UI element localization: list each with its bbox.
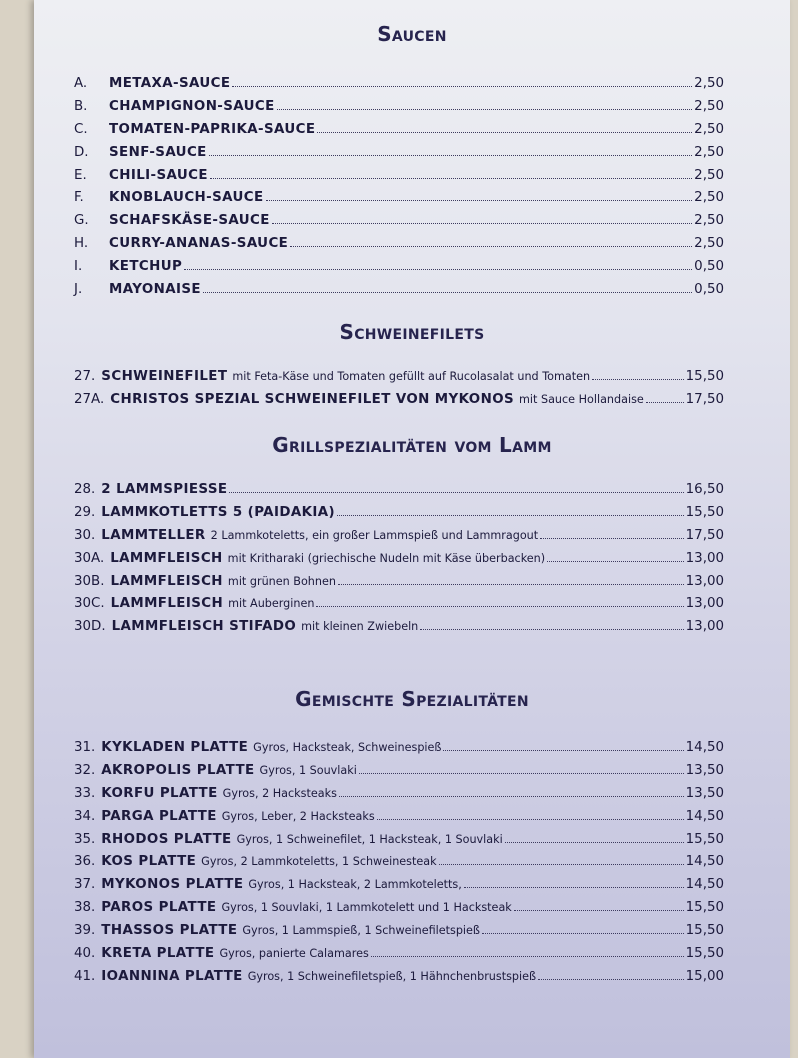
menu-item [74, 877, 724, 900]
menu-item-price: 14,50 [685, 854, 724, 870]
menu-item-name: KORFU PLATTE [101, 785, 218, 801]
menu-item-code: 37. [74, 877, 96, 893]
menu-item [74, 740, 724, 763]
menu-item-price: 13,00 [685, 596, 724, 612]
menu-item-name: SENF-SAUCE [109, 144, 207, 160]
menu-item-name: CHILI-SAUCE [109, 167, 208, 183]
dot-leader [439, 864, 684, 865]
menu-item [74, 574, 724, 597]
menu-item-name: RHODOS PLATTE [101, 831, 232, 847]
dot-leader [272, 223, 692, 224]
menu-item-code: 30D. [74, 619, 106, 635]
menu-item [74, 145, 724, 168]
menu-item-description: mit Feta-Käse und Tomaten gefüllt auf Rucolasalat und Tomaten [232, 370, 591, 383]
menu-item-price: 15,50 [685, 831, 724, 847]
section-title-pork: Schweinefilets [339, 320, 485, 344]
menu-item-name: LAMMTELLER [101, 527, 206, 543]
dot-leader [538, 979, 684, 980]
menu-item-description: mit Sauce Hollandaise [519, 392, 644, 406]
menu-item-description: Gyros, panierte Calamares [219, 947, 369, 961]
menu-page [34, 0, 790, 1058]
dot-leader [210, 178, 692, 179]
menu-item-name: CURRY-ANANAS-SAUCE [109, 236, 289, 252]
lamb-list [74, 482, 724, 642]
menu-item-name: LAMMFLEISCH STIFADO [111, 619, 297, 635]
menu-item [74, 596, 724, 619]
menu-item-name: CHAMPIGNON-SAUCE [109, 98, 275, 114]
menu-item-name: LAMMKOTLETTS 5 (PAIDAKIA) [101, 504, 336, 520]
dot-leader [184, 269, 692, 270]
dot-leader [547, 561, 684, 562]
dot-leader [203, 292, 692, 293]
menu-item-code: D. [74, 144, 89, 160]
menu-item-price: 14,50 [685, 808, 724, 824]
menu-item-name: KETCHUP [109, 259, 183, 275]
menu-item-price: 0,50 [694, 282, 724, 298]
menu-item-name: LAMMFLEISCH [110, 596, 224, 612]
menu-item-price: 16,50 [685, 482, 724, 497]
menu-item-price: 2,50 [694, 121, 724, 137]
dot-leader [266, 200, 693, 201]
sauces-list [74, 76, 724, 305]
menu-item [74, 528, 724, 551]
menu-item-price: 2,50 [694, 76, 724, 91]
menu-item-name: 2 LAMMSPIESSE [101, 482, 228, 497]
menu-item-code: C. [74, 121, 88, 137]
dot-leader [443, 750, 683, 751]
menu-item-description: Gyros, 1 Lammspieß, 1 Schweinefiletspieß [242, 924, 480, 938]
section-title-lamb: Grillspezialitäten vom Lamm [272, 433, 552, 457]
menu-item [74, 900, 724, 923]
menu-item-description: Gyros, 2 Hacksteaks [222, 786, 337, 800]
menu-item-price: 2,50 [694, 190, 724, 206]
menu-item-code: 27. [74, 369, 96, 384]
dot-leader [337, 515, 684, 516]
dot-leader [209, 155, 692, 156]
menu-item-price: 15,50 [685, 923, 724, 939]
dot-leader [316, 606, 683, 607]
menu-item-name: KRETA PLATTE [101, 946, 215, 962]
menu-item [74, 259, 724, 282]
menu-item-code: 30A. [74, 550, 105, 566]
menu-item-description: Gyros, Hacksteak, Schweinespieß [253, 741, 442, 754]
dot-leader [229, 492, 683, 493]
dot-leader [317, 132, 692, 133]
menu-item-description: mit Auberginen [228, 597, 315, 611]
menu-item [74, 482, 724, 505]
menu-item-code: A. [74, 76, 88, 91]
menu-item-code: F. [74, 190, 84, 206]
menu-item [74, 236, 724, 259]
menu-item-description: 2 Lammkoteletts, ein großer Lammspieß und Lammragout [210, 528, 539, 542]
menu-item-name: PAROS PLATTE [101, 900, 217, 916]
menu-item [74, 551, 724, 574]
menu-item-code: 33. [74, 785, 96, 801]
menu-item [74, 763, 724, 786]
dot-leader [339, 796, 684, 797]
menu-item-code: H. [74, 236, 89, 252]
menu-item [74, 832, 724, 855]
menu-item-price: 15,50 [685, 369, 724, 384]
dot-leader [420, 629, 683, 630]
menu-item-price: 17,50 [685, 391, 724, 407]
menu-item-code: B. [74, 98, 88, 114]
menu-item-code: 32. [74, 762, 96, 778]
dot-leader [592, 379, 684, 380]
menu-item-code: I. [74, 259, 83, 275]
menu-item-code: J. [74, 282, 83, 298]
menu-item-code: 27A. [74, 391, 105, 407]
menu-item [74, 969, 724, 992]
menu-item-price: 15,50 [685, 504, 724, 520]
dot-leader [482, 933, 684, 934]
dot-leader [646, 402, 684, 403]
menu-item [74, 946, 724, 969]
menu-item-code: 31. [74, 740, 96, 755]
menu-item-name: AKROPOLIS PLATTE [101, 762, 255, 778]
menu-item [74, 923, 724, 946]
menu-item-code: 30C. [74, 596, 105, 612]
menu-item-description: mit Kritharaki (griechische Nudeln mit Käse überbacken) [227, 551, 546, 565]
menu-item [74, 369, 724, 392]
menu-item-name: THASSOS PLATTE [101, 923, 238, 939]
menu-item-price: 17,50 [685, 527, 724, 543]
menu-item-code: 34. [74, 808, 96, 824]
menu-item-code: 30. [74, 527, 96, 543]
menu-item-code: G. [74, 213, 89, 229]
menu-item [74, 168, 724, 191]
menu-item-name: TOMATEN-PAPRIKA-SAUCE [109, 121, 316, 137]
menu-item [74, 505, 724, 528]
menu-item-price: 13,00 [685, 619, 724, 635]
menu-item-code: 28. [74, 482, 96, 497]
menu-item [74, 213, 724, 236]
menu-item-price: 14,50 [685, 877, 724, 893]
menu-item-price: 14,50 [685, 740, 724, 755]
dot-leader [371, 956, 684, 957]
menu-item-code: 35. [74, 831, 96, 847]
menu-item-name: MAYONAISE [109, 282, 201, 298]
menu-item [74, 190, 724, 213]
menu-item-price: 13,00 [685, 550, 724, 566]
menu-item [74, 76, 724, 99]
menu-item-description: Gyros, 1 Souvlaki [259, 763, 357, 777]
menu-item-name: SCHWEINEFILET [101, 369, 228, 384]
menu-item-name: LAMMFLEISCH [110, 573, 223, 589]
menu-item-name: SCHAFSKÄSE-SAUCE [109, 213, 270, 229]
dot-leader [338, 584, 684, 585]
menu-item-name: METAXA-SAUCE [109, 76, 231, 91]
dot-leader [277, 109, 692, 110]
menu-item-description: Gyros, Leber, 2 Hacksteaks [221, 809, 375, 823]
menu-item-code: E. [74, 167, 87, 183]
menu-item-code: 38. [74, 900, 96, 916]
menu-item-price: 13,50 [685, 785, 724, 801]
menu-item-name: KYKLADEN PLATTE [101, 740, 249, 755]
menu-item-price: 2,50 [694, 213, 724, 229]
menu-item [74, 122, 724, 145]
menu-item-code: 41. [74, 968, 96, 984]
menu-item-description: mit grünen Bohnen [227, 574, 336, 588]
menu-item-price: 2,50 [694, 144, 724, 160]
menu-item-name: LAMMFLEISCH [110, 550, 223, 566]
menu-item-code: 29. [74, 504, 96, 520]
menu-item [74, 809, 724, 832]
menu-item-price: 2,50 [694, 236, 724, 252]
dot-leader [540, 538, 684, 539]
dot-leader [464, 887, 684, 888]
menu-item [74, 854, 724, 877]
dot-leader [232, 86, 692, 87]
menu-item [74, 282, 724, 305]
menu-item-code: 40. [74, 946, 96, 962]
section-title-sauces: Saucen [377, 22, 447, 46]
menu-item [74, 392, 724, 415]
menu-item-price: 15,50 [685, 946, 724, 962]
pork-list [74, 369, 724, 415]
mixed-list [74, 740, 724, 992]
menu-item-price: 13,00 [685, 573, 724, 589]
dot-leader [505, 842, 684, 843]
menu-item-code: 36. [74, 854, 96, 870]
menu-item-price: 15,00 [685, 968, 724, 984]
section-title-mixed: Gemischte Spezialitäten [295, 687, 529, 711]
menu-item-description: Gyros, 2 Lammkoteletts, 1 Schweinesteak [201, 855, 437, 869]
menu-item-price: 2,50 [694, 98, 724, 114]
menu-item-name: MYKONOS PLATTE [101, 877, 244, 893]
menu-item-name: CHRISTOS SPEZIAL SCHWEINEFILET VON MYKONOS [110, 391, 515, 407]
menu-item-name: IOANNINA PLATTE [101, 968, 243, 984]
menu-item-price: 13,50 [685, 762, 724, 778]
dot-leader [290, 246, 692, 247]
menu-item [74, 99, 724, 122]
menu-item-name: PARGA PLATTE [101, 808, 217, 824]
menu-item-name: KNOBLAUCH-SAUCE [109, 190, 264, 206]
menu-item-description: Gyros, 1 Souvlaki, 1 Lammkotelett und 1 Hacksteak [221, 901, 512, 915]
dot-leader [359, 773, 684, 774]
menu-item-price: 2,50 [694, 167, 724, 183]
dot-leader [377, 819, 684, 820]
menu-item-description: Gyros, 1 Schweinefilet, 1 Hacksteak, 1 Souvlaki [236, 832, 503, 846]
menu-item [74, 786, 724, 809]
menu-item-description: mit kleinen Zwiebeln [301, 620, 419, 634]
menu-item-name: KOS PLATTE [101, 854, 197, 870]
menu-item-description: Gyros, 1 Schweinefiletspieß, 1 Hähnchenbrustspieß [247, 969, 537, 983]
menu-item [74, 619, 724, 642]
dot-leader [514, 910, 684, 911]
menu-item-price: 0,50 [694, 259, 724, 275]
menu-item-price: 15,50 [685, 900, 724, 916]
menu-item-code: 30B. [74, 573, 105, 589]
menu-item-code: 39. [74, 923, 96, 939]
menu-item-description: Gyros, 1 Hacksteak, 2 Lammkoteletts, [248, 878, 462, 892]
